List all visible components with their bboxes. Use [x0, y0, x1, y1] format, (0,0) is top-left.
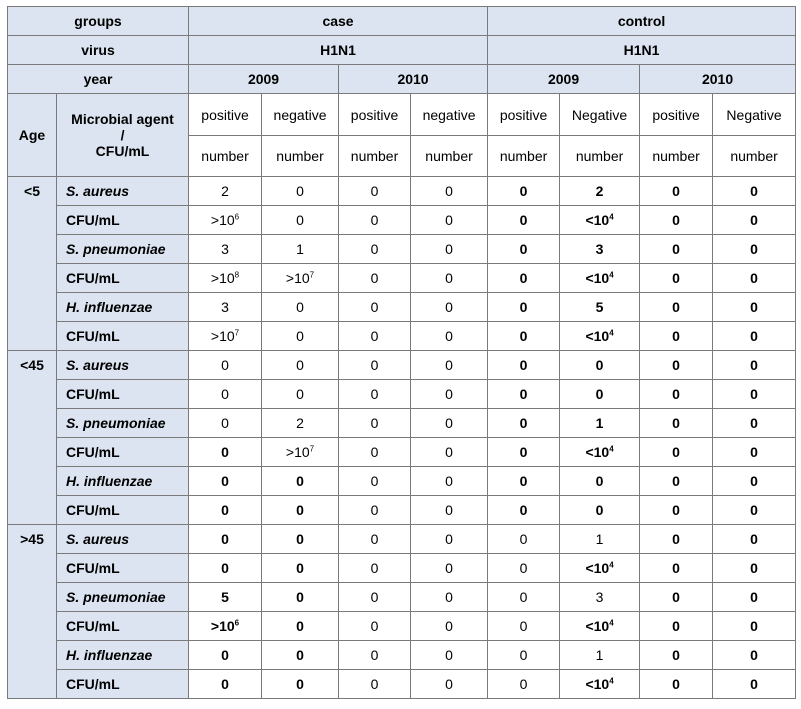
value-cell: 0	[640, 467, 713, 496]
value-cell: 0	[411, 467, 488, 496]
result-label: Negative	[713, 94, 796, 136]
value-cell: 0	[189, 409, 262, 438]
microbial-agent-cell: CFU/mL	[57, 380, 189, 409]
microbial-agent-cell: CFU/mL	[57, 264, 189, 293]
table-row	[8, 583, 796, 612]
value-cell: 0	[339, 612, 411, 641]
value-cell: 1	[560, 525, 640, 554]
value-cell: 1	[560, 409, 640, 438]
value-cell: 0	[339, 554, 411, 583]
value-cell: 0	[488, 235, 560, 264]
value-cell: 0	[189, 525, 262, 554]
value-cell: 0	[339, 525, 411, 554]
value-cell: 0	[713, 612, 796, 641]
microbial-agent-cell: CFU/mL	[57, 496, 189, 525]
value-cell: 0	[488, 496, 560, 525]
value-cell: $<10^4$	[560, 322, 640, 351]
value-cell: 0	[339, 641, 411, 670]
value-cell: 0	[488, 438, 560, 467]
value-cell: 0	[411, 235, 488, 264]
value-cell: 0	[640, 641, 713, 670]
microbial-agent-label: Microbial agent	[71, 111, 174, 127]
value-cell: $>10^7$	[189, 322, 262, 351]
groups-header-row	[8, 7, 796, 36]
microbial-agent-cell: S. pneumoniae	[57, 409, 189, 438]
value-cell: 0	[339, 264, 411, 293]
value-cell: 0	[713, 496, 796, 525]
value-cell: 0	[189, 554, 262, 583]
results-table	[7, 6, 796, 699]
table-row	[8, 670, 796, 699]
table-row	[8, 525, 796, 554]
table-row	[8, 235, 796, 264]
value-cell: 0	[262, 380, 339, 409]
value-cell: 0	[713, 641, 796, 670]
value-cell: 0	[189, 641, 262, 670]
result-label: negative	[262, 94, 339, 136]
value-cell: 0	[411, 612, 488, 641]
microbial-agent-cell: S. aureus	[57, 351, 189, 380]
value-cell: 0	[488, 612, 560, 641]
number-label: number	[640, 136, 713, 177]
value-cell: 3	[560, 583, 640, 612]
number-label: number	[411, 136, 488, 177]
value-cell: $<10^4$	[560, 554, 640, 583]
year-label: year	[8, 65, 189, 94]
value-cell: 0	[713, 177, 796, 206]
value-cell: $<10^4$	[560, 264, 640, 293]
table-row	[8, 554, 796, 583]
control-year-2009: 2009	[488, 65, 640, 94]
value-cell: 0	[262, 641, 339, 670]
value-cell: 0	[713, 264, 796, 293]
value-cell: 2	[560, 177, 640, 206]
value-cell: 0	[640, 380, 713, 409]
value-cell: 0	[262, 670, 339, 699]
table-row	[8, 438, 796, 467]
value-cell: 0	[713, 293, 796, 322]
value-cell: 0	[339, 496, 411, 525]
value-cell: 0	[189, 496, 262, 525]
table-row	[8, 351, 796, 380]
value-cell: $>10^8$	[189, 264, 262, 293]
table-row	[8, 177, 796, 206]
value-cell: 0	[488, 322, 560, 351]
result-label: positive	[488, 94, 560, 136]
microbial-agent-cell: CFU/mL	[57, 612, 189, 641]
value-cell: 0	[713, 322, 796, 351]
value-cell: $>10^6$	[189, 612, 262, 641]
table-row	[8, 322, 796, 351]
case-year-2010: 2010	[339, 65, 488, 94]
value-cell: 3	[560, 235, 640, 264]
age-group-label: >45	[8, 525, 57, 699]
value-cell: 0	[640, 177, 713, 206]
value-cell: 0	[339, 409, 411, 438]
microbial-agent-cell: H. influenzae	[57, 467, 189, 496]
value-cell: 0	[262, 525, 339, 554]
age-group-label: <45	[8, 351, 57, 525]
value-cell: 0	[713, 438, 796, 467]
value-cell: 0	[262, 467, 339, 496]
value-cell: 1	[262, 235, 339, 264]
microbial-agent-cell: H. influenzae	[57, 641, 189, 670]
table-row	[8, 612, 796, 641]
value-cell: 0	[713, 380, 796, 409]
value-cell: 0	[488, 380, 560, 409]
value-cell: 0	[488, 264, 560, 293]
value-cell: 0	[488, 670, 560, 699]
control-virus: H1N1	[488, 36, 796, 65]
value-cell: 0	[640, 438, 713, 467]
value-cell: 0	[189, 351, 262, 380]
value-cell: 0	[560, 351, 640, 380]
value-cell: 0	[640, 235, 713, 264]
value-cell: 0	[640, 264, 713, 293]
microbial-agent-cell: CFU/mL	[57, 554, 189, 583]
result-label: positive	[640, 94, 713, 136]
value-cell: 0	[339, 583, 411, 612]
value-cell: 0	[262, 496, 339, 525]
microbial-agent-cell: S. aureus	[57, 177, 189, 206]
value-cell: 0	[640, 554, 713, 583]
value-cell: 1	[560, 641, 640, 670]
value-cell: 0	[339, 177, 411, 206]
table-row	[8, 467, 796, 496]
value-cell: 2	[189, 177, 262, 206]
value-cell: 0	[488, 177, 560, 206]
value-cell: 0	[560, 380, 640, 409]
value-cell: 5	[560, 293, 640, 322]
result-header-row	[8, 94, 796, 136]
value-cell: 0	[411, 438, 488, 467]
number-label: number	[262, 136, 339, 177]
table-row	[8, 206, 796, 235]
value-cell: 0	[189, 438, 262, 467]
table-row	[8, 641, 796, 670]
value-cell: $<10^4$	[560, 670, 640, 699]
value-cell: 0	[488, 409, 560, 438]
table-row	[8, 409, 796, 438]
value-cell: 0	[262, 351, 339, 380]
number-label: number	[339, 136, 411, 177]
value-cell: 0	[640, 525, 713, 554]
number-label: number	[488, 136, 560, 177]
value-cell: 0	[411, 496, 488, 525]
value-cell: 0	[713, 670, 796, 699]
value-cell: 3	[189, 235, 262, 264]
case-header: case	[189, 7, 488, 36]
value-cell: 0	[713, 206, 796, 235]
value-cell: 0	[411, 409, 488, 438]
microbial-agent-cell: H. influenzae	[57, 293, 189, 322]
value-cell: 0	[411, 380, 488, 409]
value-cell: 0	[411, 293, 488, 322]
microbial-agent-cell: CFU/mL	[57, 438, 189, 467]
value-cell: 0	[189, 670, 262, 699]
value-cell: 0	[411, 641, 488, 670]
number-label: number	[713, 136, 796, 177]
value-cell: 0	[640, 612, 713, 641]
value-cell: 0	[488, 467, 560, 496]
value-cell: 2	[262, 409, 339, 438]
value-cell: 0	[640, 351, 713, 380]
value-cell: 0	[189, 467, 262, 496]
microbial-agent-cell: S. aureus	[57, 525, 189, 554]
number-label: number	[189, 136, 262, 177]
age-group-label: <5	[8, 177, 57, 351]
value-cell: 0	[262, 322, 339, 351]
value-cell: $<10^4$	[560, 438, 640, 467]
value-cell: 0	[713, 235, 796, 264]
value-cell: 0	[713, 554, 796, 583]
microbial-agent-header	[57, 94, 189, 177]
value-cell: 0	[262, 177, 339, 206]
value-cell: 0	[640, 409, 713, 438]
value-cell: 0	[262, 206, 339, 235]
value-cell: 0	[189, 380, 262, 409]
control-year-2010: 2010	[640, 65, 796, 94]
value-cell: 0	[411, 322, 488, 351]
result-label: positive	[339, 94, 411, 136]
value-cell: 0	[339, 235, 411, 264]
age-header: Age	[8, 94, 57, 177]
value-cell: 0	[339, 322, 411, 351]
value-cell: 0	[560, 467, 640, 496]
value-cell: 0	[339, 670, 411, 699]
value-cell: 0	[640, 322, 713, 351]
virus-header-row	[8, 36, 796, 65]
microbial-agent-cell: CFU/mL	[57, 670, 189, 699]
value-cell: 0	[339, 351, 411, 380]
value-cell: 0	[640, 293, 713, 322]
value-cell: 0	[339, 380, 411, 409]
value-cell: 0	[713, 525, 796, 554]
microbial-agent-cell: S. pneumoniae	[57, 583, 189, 612]
value-cell: 0	[713, 351, 796, 380]
value-cell: 0	[339, 467, 411, 496]
value-cell: 0	[640, 583, 713, 612]
value-cell: 5	[189, 583, 262, 612]
value-cell: 0	[411, 206, 488, 235]
value-cell: 0	[640, 670, 713, 699]
value-cell: 0	[713, 467, 796, 496]
value-cell: 0	[488, 206, 560, 235]
value-cell: 3	[189, 293, 262, 322]
year-header-row	[8, 65, 796, 94]
value-cell: 0	[411, 583, 488, 612]
control-header: control	[488, 7, 796, 36]
table-row	[8, 293, 796, 322]
value-cell: 0	[488, 351, 560, 380]
value-cell: 0	[488, 525, 560, 554]
value-cell: 0	[488, 554, 560, 583]
value-cell: 0	[640, 496, 713, 525]
number-label: number	[560, 136, 640, 177]
value-cell: $>10^7$	[262, 438, 339, 467]
value-cell: 0	[262, 293, 339, 322]
case-year-2009: 2009	[189, 65, 339, 94]
value-cell: 0	[339, 438, 411, 467]
table-row	[8, 264, 796, 293]
value-cell: 0	[713, 583, 796, 612]
value-cell: $>10^6$	[189, 206, 262, 235]
value-cell: 0	[411, 554, 488, 583]
value-cell: 0	[339, 293, 411, 322]
value-cell: 0	[560, 496, 640, 525]
value-cell: 0	[262, 583, 339, 612]
value-cell: 0	[713, 409, 796, 438]
microbial-agent-cell: CFU/mL	[57, 206, 189, 235]
result-label: Negative	[560, 94, 640, 136]
value-cell: $>10^7$	[262, 264, 339, 293]
value-cell: 0	[640, 206, 713, 235]
value-cell: 0	[411, 525, 488, 554]
microbial-agent-cell: S. pneumoniae	[57, 235, 189, 264]
virus-label: virus	[8, 36, 189, 65]
case-virus: H1N1	[189, 36, 488, 65]
groups-label: groups	[8, 7, 189, 36]
value-cell: 0	[411, 670, 488, 699]
microbial-agent-cell: CFU/mL	[57, 322, 189, 351]
value-cell: $<10^4$	[560, 206, 640, 235]
value-cell: 0	[262, 554, 339, 583]
value-cell: 0	[488, 583, 560, 612]
cfu-label: CFU/mL	[95, 143, 150, 159]
value-cell: 0	[411, 264, 488, 293]
value-cell: 0	[488, 293, 560, 322]
table-row	[8, 496, 796, 525]
value-cell: 0	[262, 612, 339, 641]
value-cell: 0	[339, 206, 411, 235]
value-cell: 0	[411, 351, 488, 380]
slash-label: /	[120, 127, 125, 143]
value-cell: 0	[411, 177, 488, 206]
result-label: negative	[411, 94, 488, 136]
table-row	[8, 380, 796, 409]
result-label: positive	[189, 94, 262, 136]
value-cell: 0	[488, 641, 560, 670]
value-cell: $<10^4$	[560, 612, 640, 641]
